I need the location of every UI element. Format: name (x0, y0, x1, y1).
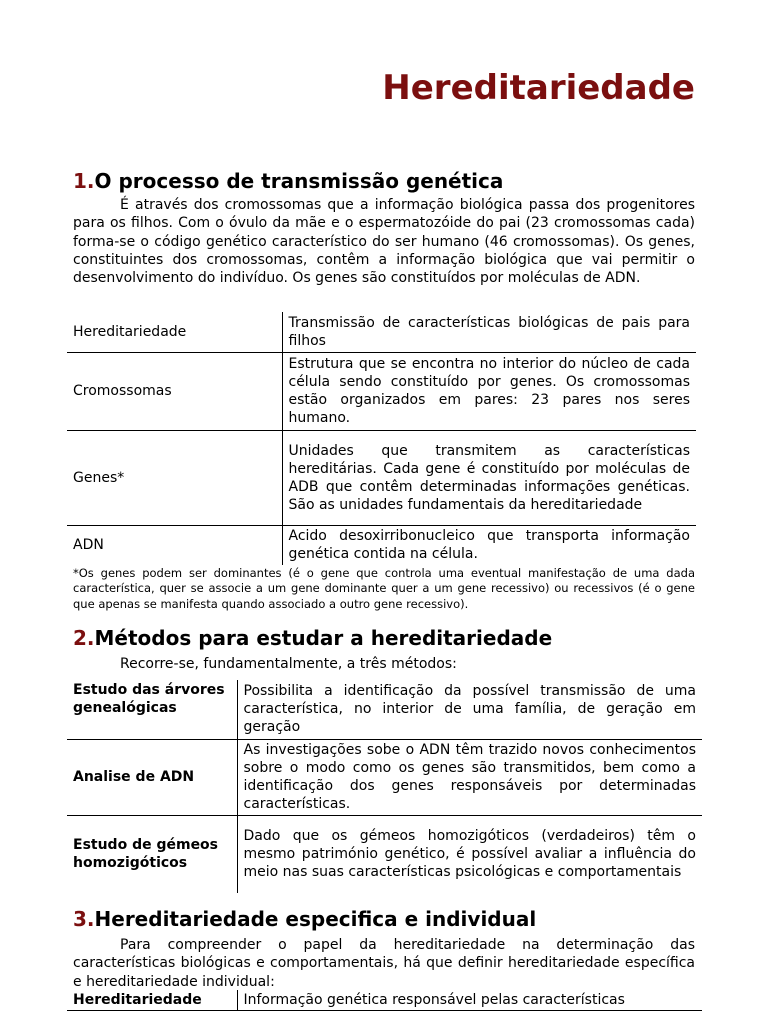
section-1-title: O processo de transmissão genética (94, 169, 504, 193)
table-row (67, 525, 696, 565)
section-3-heading (73, 908, 536, 930)
term-cell: Estudo de gémeos homozigóticos (73, 837, 219, 872)
term-cell: Estudo das árvores genealógicas (73, 682, 225, 716)
definition-cell: Dado que os gémeos homozigóticos (verdadeiros) têm o mesmo património genético, é possível avaliar a influência do meio nas suas características psicológicas e comportamentais (237, 815, 702, 893)
section-3-number: 3. (73, 907, 95, 931)
section-2-intro: Recorre-se, fundamentalmente, a três métodos: (120, 656, 457, 672)
section-1-definitions-table (67, 312, 696, 565)
term-cell: Hereditariedade (73, 323, 187, 340)
term-cell: Analise de ADN (73, 769, 195, 785)
table-row (67, 680, 702, 739)
section-3-title: Hereditariedade especifica e individual (94, 907, 537, 931)
table-row (67, 739, 702, 815)
section-3-paragraph: Para compreender o papel da hereditariedade na determinação das características biológicas e comportamentais, há que definir hereditariedade específica e hereditariedade individual: (73, 937, 695, 990)
definition-cell: Transmissão de características biológicas de pais para filhos (282, 312, 696, 352)
section-2-heading (73, 627, 552, 649)
definition-cell: As investigações sobe o ADN têm trazido novos conhecimentos sobre o modo como os genes são transmitidos, bem como a identificação dos genes responsáveis por determinadas características. (237, 739, 702, 815)
document-title: Hereditariedade (382, 68, 695, 108)
definition-cell: Acido desoxirribonucleico que transporta informação genética contida na célula. (282, 525, 696, 565)
term-cell: Genes* (73, 469, 125, 486)
table-row (67, 312, 696, 352)
term-cell: Hereditariedade (73, 991, 202, 1008)
term-cell: Cromossomas (73, 383, 172, 399)
table-row (67, 815, 702, 893)
section-1-number: 1. (73, 169, 95, 193)
section-3-definitions-table (67, 990, 702, 1011)
section-2-methods-table (67, 680, 702, 893)
table-row (67, 352, 696, 430)
table-row (67, 990, 702, 1010)
definition-cell: Informação genética responsável pelas características (237, 990, 702, 1010)
term-cell: ADN (73, 537, 104, 554)
definition-cell: Unidades que transmitem as características hereditárias. Cada gene é constituído por moléculas de ADB que contêm determinadas informações genéticas. São as unidades fundamentais da hereditariedade (282, 430, 696, 525)
definition-cell: Possibilita a identificação da possível transmissão de uma característica, no interior de uma família, de geração em geração (237, 680, 702, 739)
genes-footnote: *Os genes podem ser dominantes (é o gene que controla uma eventual manifestação de uma dada característica, quer se associe a um gene dominante quer a um gene recessivo) ou recessivos (é o gene que apenas se manifesta quando associado a outro gene recessivo). (73, 566, 695, 611)
table-row (67, 430, 696, 525)
section-2-number: 2. (73, 626, 95, 650)
section-1-heading (73, 170, 503, 192)
definition-cell: Estrutura que se encontra no interior do núcleo de cada célula sendo constituído por genes. Os cromossomas estão organizados em pares: 23 pares nos seres humano. (282, 352, 696, 430)
section-2-title: Métodos para estudar a hereditariedade (94, 626, 553, 650)
section-1-paragraph: É através dos cromossomas que a informação biológica passa dos progenitores para os filhos. Com o óvulo da mãe e o espermatozóide do pai (23 cromossomas cada) forma-se o código genético característico do ser humano (46 cromossomas). Os genes, constituintes dos cromossomas, contêm a informação biológica que vai permitir o desenvolvimento do indivíduo. Os genes são constituídos por moléculas de ADN. (73, 197, 695, 287)
